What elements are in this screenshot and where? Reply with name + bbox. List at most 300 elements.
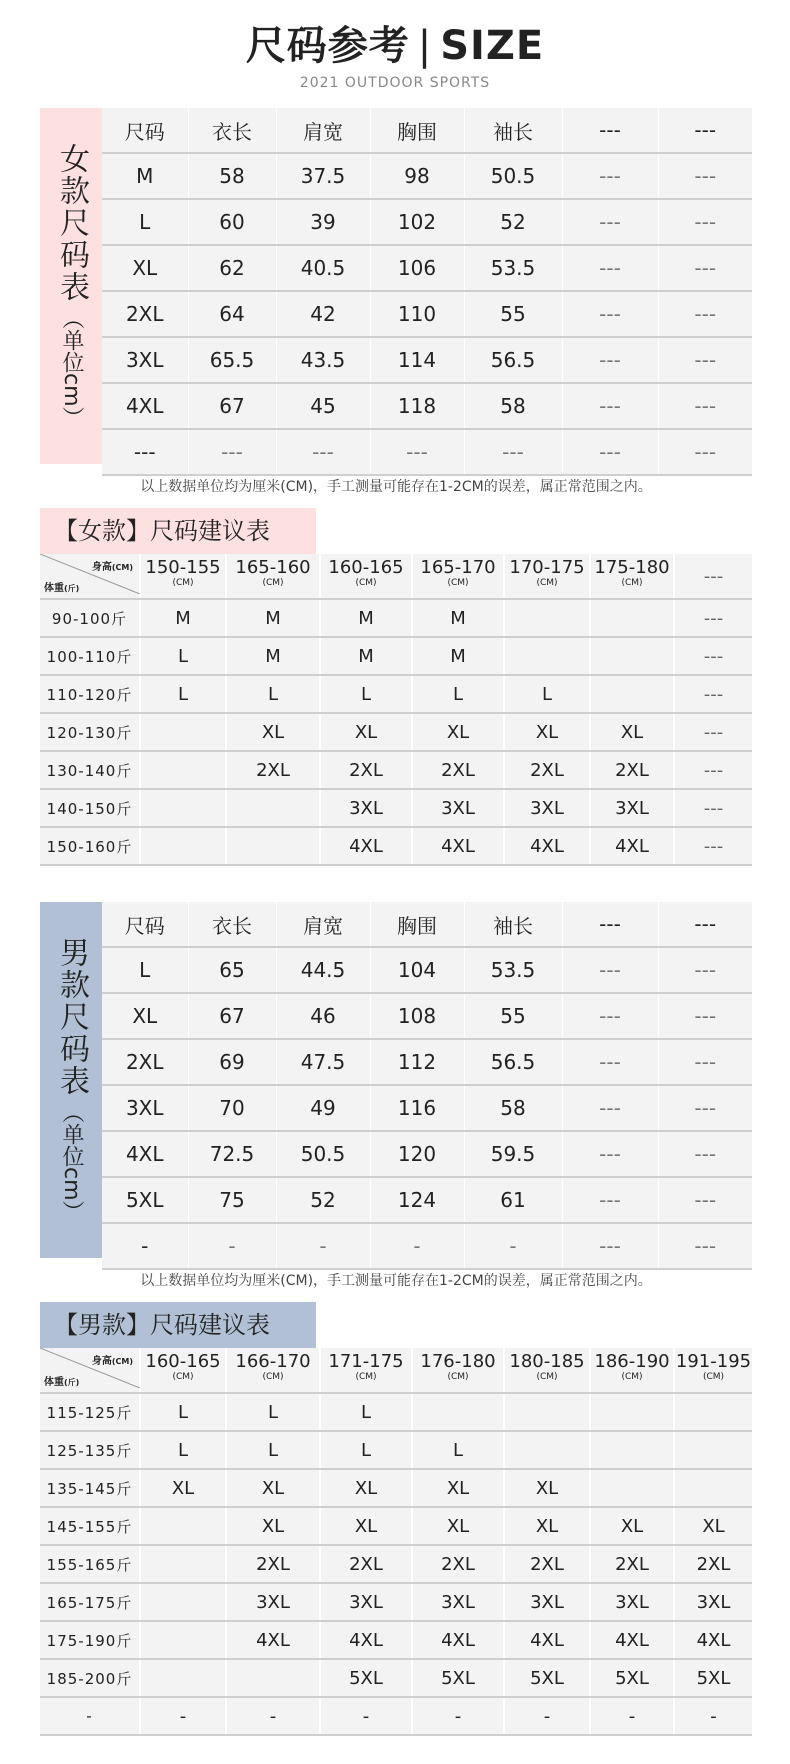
height-header: [590, 1348, 674, 1393]
measure-cell: 67: [188, 383, 276, 429]
recommend-cell: 5XL: [504, 1659, 590, 1697]
corner-height-unit: (CM): [111, 563, 133, 572]
table-row: [40, 637, 752, 675]
recommend-cell: [140, 751, 226, 789]
recommend-cell: 2XL: [590, 1545, 674, 1583]
table-row: [40, 1507, 752, 1545]
recommend-cell: L: [140, 675, 226, 713]
corner-cell: [40, 1348, 140, 1393]
measure-cell: 61: [464, 1177, 562, 1223]
height-unit: (CM): [355, 578, 377, 588]
height-header: [226, 554, 320, 599]
measure-cell: ---: [562, 199, 658, 245]
recommend-cell: M: [226, 599, 320, 637]
weight-cell: 130-140斤: [40, 751, 140, 789]
recommend-cell: 2XL: [504, 1545, 590, 1583]
measure-cell: ---: [658, 291, 752, 337]
recommend-cell: [590, 599, 674, 637]
title-en: SIZE: [440, 23, 545, 69]
measure-cell: 120: [370, 1131, 464, 1177]
women-size-note: 以上数据单位均为厘米(CM)，手工测量可能存在1-2CM的误差，属正常范围之内。: [140, 479, 652, 495]
measure-cell: ---: [188, 429, 276, 475]
measure-cell: -: [188, 1223, 276, 1269]
table-row: [40, 1545, 752, 1583]
measure-cell: 75: [188, 1177, 276, 1223]
column-header: 尺码: [102, 902, 188, 947]
recommend-cell: 3XL: [226, 1583, 320, 1621]
recommend-cell: ---: [674, 713, 752, 751]
measure-cell: ---: [562, 153, 658, 199]
column-header: 袖长: [464, 902, 562, 947]
recommend-cell: XL: [590, 1507, 674, 1545]
weight-cell: 165-175斤: [40, 1583, 140, 1621]
height-range: ---: [703, 565, 724, 587]
height-range: 160-165: [328, 557, 404, 578]
recommend-cell: XL: [226, 1469, 320, 1507]
table-row: [40, 789, 752, 827]
measure-cell: 60: [188, 199, 276, 245]
measure-cell: 65: [188, 947, 276, 993]
weight-cell: 140-150斤: [40, 789, 140, 827]
men-rec-table: [40, 1348, 752, 1736]
column-header: ---: [562, 108, 658, 153]
column-header: 尺码: [102, 108, 188, 153]
measure-cell: ---: [562, 1223, 658, 1269]
table-row: [102, 993, 752, 1039]
weight-cell: 125-135斤: [40, 1431, 140, 1469]
table-row: [102, 291, 752, 337]
measure-cell: 114: [370, 337, 464, 383]
height-range: 180-185: [509, 1351, 585, 1372]
recommend-cell: -: [320, 1697, 412, 1735]
recommend-cell: 5XL: [674, 1659, 752, 1697]
recommend-cell: M: [412, 599, 504, 637]
table-row: [40, 1469, 752, 1507]
recommend-cell: XL: [226, 713, 320, 751]
men-size-table: [102, 902, 752, 1270]
header-row: [102, 902, 752, 947]
recommend-cell: -: [504, 1697, 590, 1735]
recommend-cell: 4XL: [590, 827, 674, 865]
measure-cell: 37.5: [276, 153, 370, 199]
recommend-cell: ---: [674, 827, 752, 865]
recommend-cell: XL: [590, 713, 674, 751]
height-header: [674, 1348, 752, 1393]
measure-cell: ---: [562, 993, 658, 1039]
recommend-cell: 2XL: [412, 751, 504, 789]
corner-weight-text: 体重: [44, 583, 64, 594]
measure-cell: 58: [464, 1085, 562, 1131]
size-cell: 2XL: [102, 1039, 188, 1085]
weight-cell: 120-130斤: [40, 713, 140, 751]
recommend-cell: -: [140, 1697, 226, 1735]
recommend-cell: [226, 827, 320, 865]
page-subtitle: 2021 OUTDOOR SPORTS: [299, 75, 491, 91]
size-cell: XL: [102, 245, 188, 291]
recommend-cell: [140, 713, 226, 751]
height-header: [504, 1348, 590, 1393]
recommend-cell: 3XL: [504, 789, 590, 827]
recommend-cell: [504, 1431, 590, 1469]
column-header: 衣长: [188, 902, 276, 947]
measure-cell: -: [370, 1223, 464, 1269]
measure-cell: 72.5: [188, 1131, 276, 1177]
table-row: [102, 383, 752, 429]
size-cell: -: [102, 1223, 188, 1269]
column-header: ---: [562, 902, 658, 947]
recommend-cell: ---: [674, 637, 752, 675]
measure-cell: 44.5: [276, 947, 370, 993]
size-cell: 4XL: [102, 1131, 188, 1177]
table-row: [102, 337, 752, 383]
recommend-cell: XL: [226, 1507, 320, 1545]
recommend-cell: 4XL: [504, 1621, 590, 1659]
recommend-cell: 3XL: [590, 1583, 674, 1621]
height-range: 191-195: [675, 1351, 752, 1372]
recommend-cell: L: [320, 1431, 412, 1469]
measure-cell: 124: [370, 1177, 464, 1223]
measure-cell: 49: [276, 1085, 370, 1131]
measure-cell: ---: [658, 947, 752, 993]
title-cn: 尺码参考: [245, 23, 410, 69]
title-separator: |: [417, 23, 433, 69]
measure-cell: ---: [562, 383, 658, 429]
measure-cell: 112: [370, 1039, 464, 1085]
height-range: 170-175: [509, 557, 585, 578]
height-unit: (CM): [355, 1372, 377, 1382]
recommend-cell: 2XL: [226, 1545, 320, 1583]
recommend-cell: XL: [504, 713, 590, 751]
recommend-cell: 2XL: [590, 751, 674, 789]
measure-cell: -: [464, 1223, 562, 1269]
measure-cell: ---: [658, 383, 752, 429]
measure-cell: ---: [658, 1039, 752, 1085]
measure-cell: 58: [188, 153, 276, 199]
corner-weight-label: [44, 579, 79, 594]
recommend-cell: -: [412, 1697, 504, 1735]
recommend-cell: 3XL: [412, 1583, 504, 1621]
recommend-cell: [140, 1659, 226, 1697]
recommend-cell: XL: [320, 1507, 412, 1545]
recommend-cell: XL: [412, 713, 504, 751]
measure-cell: ---: [276, 429, 370, 475]
corner-weight-label: [44, 1373, 79, 1388]
weight-cell: 185-200斤: [40, 1659, 140, 1697]
height-header: [412, 1348, 504, 1393]
table-row: [40, 1393, 752, 1431]
women-size-side-label: [40, 108, 102, 464]
recommend-cell: 3XL: [674, 1583, 752, 1621]
height-unit: (CM): [172, 578, 194, 588]
header-row: [40, 554, 752, 599]
men-size-side-label: [40, 902, 102, 1258]
height-header: [140, 1348, 226, 1393]
measure-cell: ---: [562, 291, 658, 337]
men-size-side-unit: （单位cm）: [59, 1101, 84, 1223]
height-unit: (CM): [172, 1372, 194, 1382]
recommend-cell: 4XL: [320, 1621, 412, 1659]
measure-cell: 104: [370, 947, 464, 993]
measure-cell: ---: [370, 429, 464, 475]
measure-cell: 55: [464, 291, 562, 337]
measure-cell: ---: [658, 993, 752, 1039]
recommend-cell: -: [674, 1697, 752, 1735]
column-header: 袖长: [464, 108, 562, 153]
recommend-cell: [140, 1545, 226, 1583]
height-unit: (CM): [621, 578, 643, 588]
corner-weight-unit: (斤): [64, 1378, 80, 1387]
size-cell: 3XL: [102, 337, 188, 383]
recommend-cell: [140, 1507, 226, 1545]
corner-weight-unit: (斤): [64, 584, 80, 593]
recommend-cell: [140, 827, 226, 865]
measure-cell: 50.5: [276, 1131, 370, 1177]
weight-cell: 175-190斤: [40, 1621, 140, 1659]
height-header: [320, 554, 412, 599]
recommend-cell: XL: [140, 1469, 226, 1507]
table-row: [102, 245, 752, 291]
table-row: [102, 1131, 752, 1177]
measure-cell: ---: [658, 1085, 752, 1131]
recommend-cell: [590, 675, 674, 713]
recommend-cell: 2XL: [320, 751, 412, 789]
men-rec-title: 【男款】尺码建议表: [40, 1302, 316, 1348]
women-rec-title: 【女款】尺码建议表: [40, 508, 316, 554]
corner-cell: [40, 554, 140, 599]
recommend-cell: [504, 637, 590, 675]
height-unit: (CM): [447, 578, 469, 588]
height-unit: (CM): [536, 1372, 558, 1382]
measure-cell: 52: [276, 1177, 370, 1223]
measure-cell: ---: [658, 337, 752, 383]
recommend-cell: 4XL: [412, 1621, 504, 1659]
recommend-cell: 4XL: [504, 827, 590, 865]
recommend-cell: L: [226, 1431, 320, 1469]
recommend-cell: 4XL: [674, 1621, 752, 1659]
weight-cell: 110-120斤: [40, 675, 140, 713]
recommend-cell: [504, 1393, 590, 1431]
column-header: 衣长: [188, 108, 276, 153]
height-range: 165-170: [420, 557, 496, 578]
women-rec-table: [40, 554, 752, 866]
table-row: [102, 1223, 752, 1269]
measure-cell: ---: [562, 429, 658, 475]
page-header: [0, 18, 790, 92]
measure-cell: ---: [562, 1131, 658, 1177]
recommend-cell: [140, 789, 226, 827]
column-header: 肩宽: [276, 108, 370, 153]
weight-cell: 155-165斤: [40, 1545, 140, 1583]
recommend-cell: M: [226, 637, 320, 675]
column-header: ---: [658, 902, 752, 947]
measure-cell: ---: [464, 429, 562, 475]
recommend-cell: L: [140, 1393, 226, 1431]
table-row: [40, 1621, 752, 1659]
recommend-cell: 2XL: [320, 1545, 412, 1583]
size-cell: 5XL: [102, 1177, 188, 1223]
recommend-cell: [590, 1393, 674, 1431]
men-size-note: 以上数据单位均为厘米(CM)，手工测量可能存在1-2CM的误差，属正常范围之内。: [140, 1273, 652, 1289]
size-cell: ---: [102, 429, 188, 475]
size-cell: XL: [102, 993, 188, 1039]
recommend-cell: 3XL: [320, 1583, 412, 1621]
size-cell: L: [102, 947, 188, 993]
height-header: [320, 1348, 412, 1393]
corner-height-unit: (CM): [111, 1357, 133, 1366]
measure-cell: 47.5: [276, 1039, 370, 1085]
corner-height-text: 身高: [91, 562, 112, 573]
measure-cell: 53.5: [464, 245, 562, 291]
recommend-cell: 3XL: [412, 789, 504, 827]
table-row: [40, 1697, 752, 1735]
table-row: [102, 153, 752, 199]
corner-height-label: [92, 558, 133, 573]
measure-cell: 69: [188, 1039, 276, 1085]
height-range: 176-180: [420, 1351, 496, 1372]
height-header: [412, 554, 504, 599]
measure-cell: ---: [562, 1039, 658, 1085]
measure-cell: 102: [370, 199, 464, 245]
recommend-cell: 2XL: [412, 1545, 504, 1583]
measure-cell: 55: [464, 993, 562, 1039]
height-header: [504, 554, 590, 599]
corner-height-label: [92, 1352, 133, 1367]
recommend-cell: XL: [504, 1469, 590, 1507]
recommend-cell: 2XL: [674, 1545, 752, 1583]
measure-cell: 56.5: [464, 337, 562, 383]
recommend-cell: ---: [674, 789, 752, 827]
table-row: [40, 751, 752, 789]
women-size-side-title: 女款尺码表: [54, 143, 89, 304]
measure-cell: 50.5: [464, 153, 562, 199]
height-header: [226, 1348, 320, 1393]
recommend-cell: 4XL: [226, 1621, 320, 1659]
recommend-cell: L: [412, 675, 504, 713]
corner-height-text: 身高: [91, 1356, 112, 1367]
men-size-side-title: 男款尺码表: [54, 937, 89, 1098]
measure-cell: ---: [562, 1177, 658, 1223]
recommend-cell: [226, 1659, 320, 1697]
measure-cell: -: [276, 1223, 370, 1269]
height-unit: (CM): [447, 1372, 469, 1382]
recommend-cell: 4XL: [412, 827, 504, 865]
measure-cell: 110: [370, 291, 464, 337]
recommend-cell: L: [226, 1393, 320, 1431]
measure-cell: ---: [658, 153, 752, 199]
height-range: 150-155: [145, 557, 221, 578]
recommend-cell: M: [412, 637, 504, 675]
height-unit: (CM): [621, 1372, 643, 1382]
table-row: [102, 1085, 752, 1131]
recommend-cell: 2XL: [504, 751, 590, 789]
recommend-cell: [590, 1469, 674, 1507]
column-header: 胸围: [370, 902, 464, 947]
measure-cell: 67: [188, 993, 276, 1039]
measure-cell: ---: [658, 1177, 752, 1223]
recommend-cell: 5XL: [320, 1659, 412, 1697]
table-row: [102, 429, 752, 475]
table-row: [40, 675, 752, 713]
measure-cell: 46: [276, 993, 370, 1039]
column-header: 肩宽: [276, 902, 370, 947]
recommend-cell: XL: [674, 1507, 752, 1545]
table-row: [102, 1177, 752, 1223]
weight-cell: 135-145斤: [40, 1469, 140, 1507]
recommend-cell: -: [226, 1697, 320, 1735]
recommend-cell: [674, 1469, 752, 1507]
recommend-cell: [226, 789, 320, 827]
height-header: [674, 554, 752, 599]
recommend-cell: 5XL: [412, 1659, 504, 1697]
height-range: 175-180: [594, 557, 670, 578]
corner-weight-text: 体重: [44, 1377, 64, 1388]
measure-cell: ---: [562, 947, 658, 993]
size-cell: M: [102, 153, 188, 199]
table-row: [102, 1039, 752, 1085]
table-row: [40, 1659, 752, 1697]
table-row: [40, 1431, 752, 1469]
height-range: 186-190: [594, 1351, 670, 1372]
height-unit: (CM): [262, 1372, 284, 1382]
measure-cell: 45: [276, 383, 370, 429]
measure-cell: 116: [370, 1085, 464, 1131]
measure-cell: ---: [658, 1131, 752, 1177]
measure-cell: 118: [370, 383, 464, 429]
column-header: 胸围: [370, 108, 464, 153]
women-size-table: [102, 108, 752, 476]
table-row: [102, 199, 752, 245]
weight-cell: 145-155斤: [40, 1507, 140, 1545]
recommend-cell: 3XL: [590, 789, 674, 827]
measure-cell: 108: [370, 993, 464, 1039]
recommend-cell: M: [320, 637, 412, 675]
measure-cell: ---: [658, 429, 752, 475]
height-range: 160-165: [145, 1351, 221, 1372]
recommend-cell: ---: [674, 599, 752, 637]
recommend-cell: ---: [674, 675, 752, 713]
weight-cell: 115-125斤: [40, 1393, 140, 1431]
measure-cell: 59.5: [464, 1131, 562, 1177]
measure-cell: 62: [188, 245, 276, 291]
size-cell: 2XL: [102, 291, 188, 337]
measure-cell: ---: [562, 245, 658, 291]
size-cell: L: [102, 199, 188, 245]
recommend-cell: M: [320, 599, 412, 637]
size-cell: 4XL: [102, 383, 188, 429]
measure-cell: 40.5: [276, 245, 370, 291]
header-row: [102, 108, 752, 153]
recommend-cell: [674, 1431, 752, 1469]
weight-cell: -: [40, 1697, 140, 1735]
table-row: [40, 713, 752, 751]
recommend-cell: M: [140, 599, 226, 637]
page-title: [0, 18, 790, 74]
recommend-cell: XL: [412, 1507, 504, 1545]
recommend-cell: L: [226, 675, 320, 713]
women-size-side-unit: （单位cm）: [59, 307, 84, 429]
recommend-cell: 2XL: [226, 751, 320, 789]
recommend-cell: L: [504, 675, 590, 713]
measure-cell: 53.5: [464, 947, 562, 993]
measure-cell: 98: [370, 153, 464, 199]
recommend-cell: 3XL: [320, 789, 412, 827]
height-header: [140, 554, 226, 599]
recommend-cell: [140, 1583, 226, 1621]
measure-cell: ---: [658, 245, 752, 291]
recommend-cell: L: [140, 637, 226, 675]
measure-cell: 52: [464, 199, 562, 245]
table-row: [40, 599, 752, 637]
